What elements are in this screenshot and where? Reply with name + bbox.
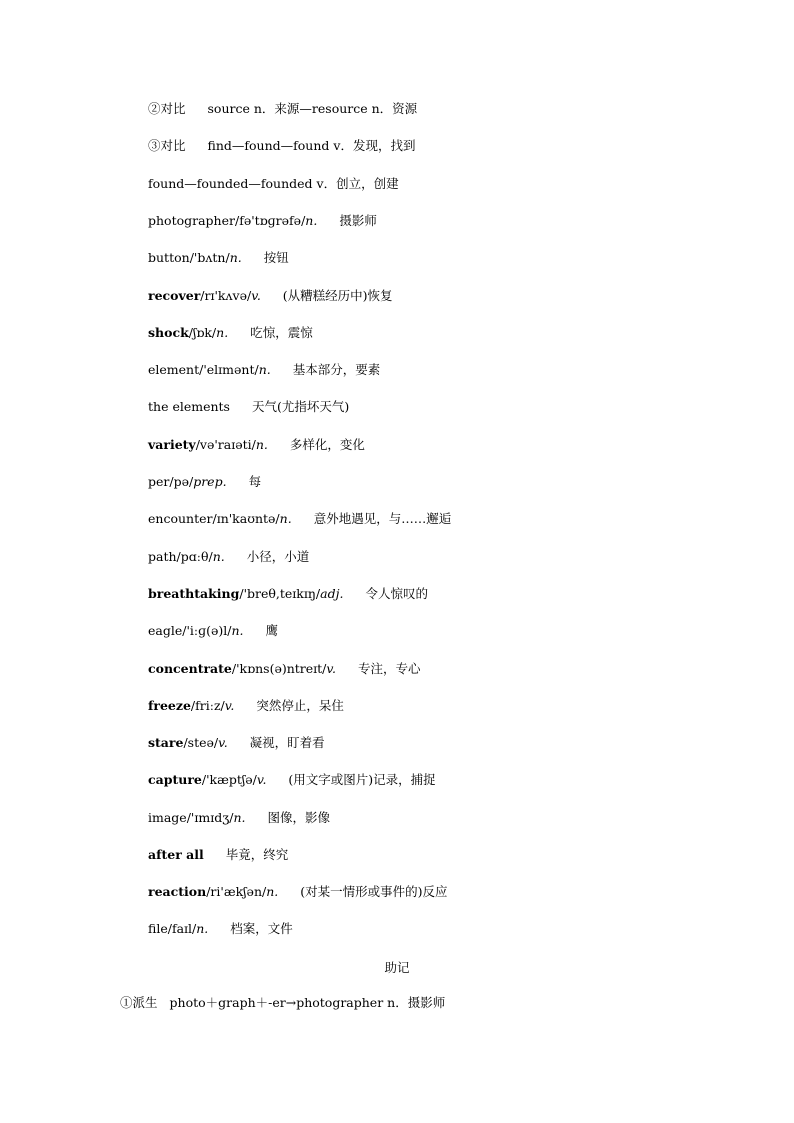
vocab-entry (148, 249, 289, 267)
vocab-meaning: 吃惊，震惊 (250, 325, 313, 340)
vocab-entry (148, 398, 349, 416)
vocab-meaning: 多样化，变化 (289, 437, 365, 452)
vocab-meaning: 天气(尤指坏天气) (251, 399, 350, 414)
vocab-phonetic: /fə'tɒɡrəfə/ (234, 213, 306, 228)
vocab-entry (148, 473, 261, 491)
vocab-part-of-speech: n. (229, 250, 242, 265)
vocab-phonetic: /ʃɒk/ (188, 325, 217, 340)
vocab-part-of-speech: n. (216, 325, 229, 340)
vocab-phonetic: /və'raɪəti/ (195, 437, 256, 452)
vocab-part-of-speech: v. (326, 661, 336, 676)
vocab-entry (148, 697, 344, 715)
vocab-meaning: 凝视，盯着看 (249, 735, 325, 750)
vocab-meaning: 专注，专心 (357, 661, 421, 676)
vocab-word: encounter (148, 511, 213, 526)
vocab-entry (148, 510, 451, 528)
vocab-word: stare (148, 735, 184, 750)
vocab-part-of-speech: n. (196, 921, 209, 936)
vocab-entry (148, 734, 325, 752)
vocab-meaning: 档案，文件 (230, 921, 293, 936)
vocab-entry (148, 883, 448, 901)
vocab-part-of-speech: v. (256, 772, 267, 787)
vocab-word: reaction (148, 884, 207, 899)
mnemonic-text: photo＋graph＋-er→photographer n．摄影师 (169, 995, 446, 1010)
vocab-word: the elements (148, 399, 230, 414)
vocab-meaning: 摄影师 (339, 213, 377, 228)
vocab-part-of-speech: n. (279, 511, 292, 526)
vocab-meaning: 图像，影像 (267, 810, 331, 825)
vocab-phonetic: /'kæptʃə/ (201, 772, 257, 787)
vocab-meaning: find—found—found v．发现，找到 (207, 138, 416, 153)
vocab-entry (148, 846, 288, 864)
vocab-meaning: (从糟糕经历中)恢复 (282, 288, 393, 303)
vocab-word: after all (148, 847, 204, 862)
vocab-entry (148, 324, 313, 342)
vocab-meaning: (对某一情形或事件的)反应 (300, 884, 448, 899)
vocab-word: path (148, 549, 177, 564)
section-heading: 助记 (384, 960, 410, 975)
vocab-phonetic: /'ɪmɪdʒ/ (186, 810, 234, 825)
vocab-part-of-speech: v. (218, 735, 228, 750)
vocab-part-of-speech: n. (305, 213, 318, 228)
vocab-part-of-speech: prep. (193, 474, 227, 489)
vocab-meaning: 基本部分，要素 (292, 362, 381, 377)
vocab-meaning: 突然停止，呆住 (256, 698, 344, 713)
vocab-phonetic: /'breθ,teɪkɪŋ/ (239, 586, 321, 601)
vocab-entry (148, 920, 293, 938)
vocab-part-of-speech: n. (233, 810, 246, 825)
vocab-entry (148, 622, 278, 640)
vocab-phonetic: /'iːɡ(ə)l/ (182, 623, 232, 638)
vocab-phonetic: /pɑːθ/ (176, 549, 213, 564)
vocab-entry (148, 809, 330, 827)
vocab-word: capture (148, 772, 202, 787)
vocab-word: per (148, 474, 170, 489)
vocab-part-of-speech: adj. (320, 586, 344, 601)
vocab-entry (148, 771, 436, 789)
vocab-part-of-speech: n. (231, 623, 244, 638)
vocab-meaning: 每 (248, 474, 262, 489)
vocab-entry (148, 436, 365, 454)
vocab-word: image (148, 810, 187, 825)
vocab-meaning: 按钮 (263, 250, 289, 265)
vocab-word: concentrate (148, 661, 232, 676)
vocab-entry (148, 660, 420, 678)
vocab-phonetic: /steə/ (183, 735, 219, 750)
vocab-word: ②对比 (148, 101, 186, 116)
vocab-word: freeze (148, 698, 191, 713)
vocab-meaning: (用文字或图片)记录，捕捉 (288, 772, 436, 787)
vocab-meaning: source n．来源—resource n．资源 (207, 101, 418, 116)
vocab-entry (148, 361, 380, 379)
vocab-phonetic: /ri'ækʃən/ (206, 884, 267, 899)
vocab-meaning: 令人惊叹的 (365, 586, 428, 601)
vocab-part-of-speech: v. (224, 698, 235, 713)
vocab-entry (148, 175, 399, 193)
vocab-word: shock (148, 325, 189, 340)
vocab-word: photographer (148, 213, 235, 228)
vocab-part-of-speech: n. (266, 884, 279, 899)
vocab-part-of-speech: n. (212, 549, 225, 564)
vocab-meaning: 鹰 (265, 623, 279, 638)
mnemonic-prefix: ①派生 (120, 995, 158, 1010)
vocab-meaning: found—founded—founded v．创立，创建 (148, 176, 399, 191)
vocab-part-of-speech: v. (251, 288, 261, 303)
vocab-phonetic: /'bʌtn/ (189, 250, 230, 265)
vocab-phonetic: /'elɪmənt/ (199, 362, 259, 377)
vocab-entry (148, 585, 428, 603)
vocab-phonetic: /faɪl/ (167, 921, 197, 936)
vocab-entry (148, 287, 393, 305)
vocab-meaning: 小径，小道 (246, 549, 310, 564)
mnemonic-line (120, 994, 445, 1012)
vocab-word: ③对比 (148, 138, 186, 153)
vocab-part-of-speech: n. (255, 437, 268, 452)
vocab-entry (148, 137, 415, 155)
vocab-phonetic: /'kɒns(ə)ntreɪt/ (231, 661, 327, 676)
vocab-entry (148, 548, 309, 566)
vocab-part-of-speech: n. (258, 362, 271, 377)
vocab-word: eagle (148, 623, 183, 638)
vocab-meaning: 毕竟，终究 (225, 847, 289, 862)
vocab-word: variety (148, 437, 196, 452)
vocab-word: element (148, 362, 200, 377)
vocab-word: breathtaking (148, 586, 240, 601)
vocab-meaning: 意外地遇见，与……邂逅 (313, 511, 452, 526)
vocab-phonetic: /friːz/ (190, 698, 225, 713)
vocab-word: recover (148, 288, 201, 303)
vocab-entry (148, 212, 377, 230)
vocab-phonetic: /rɪ'kʌvə/ (200, 288, 252, 303)
vocab-word: file (148, 921, 168, 936)
vocab-phonetic: /pə/ (169, 474, 194, 489)
vocab-entry (148, 100, 417, 118)
vocab-word: button (148, 250, 190, 265)
vocab-phonetic: /ɪn'kaʊntə/ (212, 511, 280, 526)
